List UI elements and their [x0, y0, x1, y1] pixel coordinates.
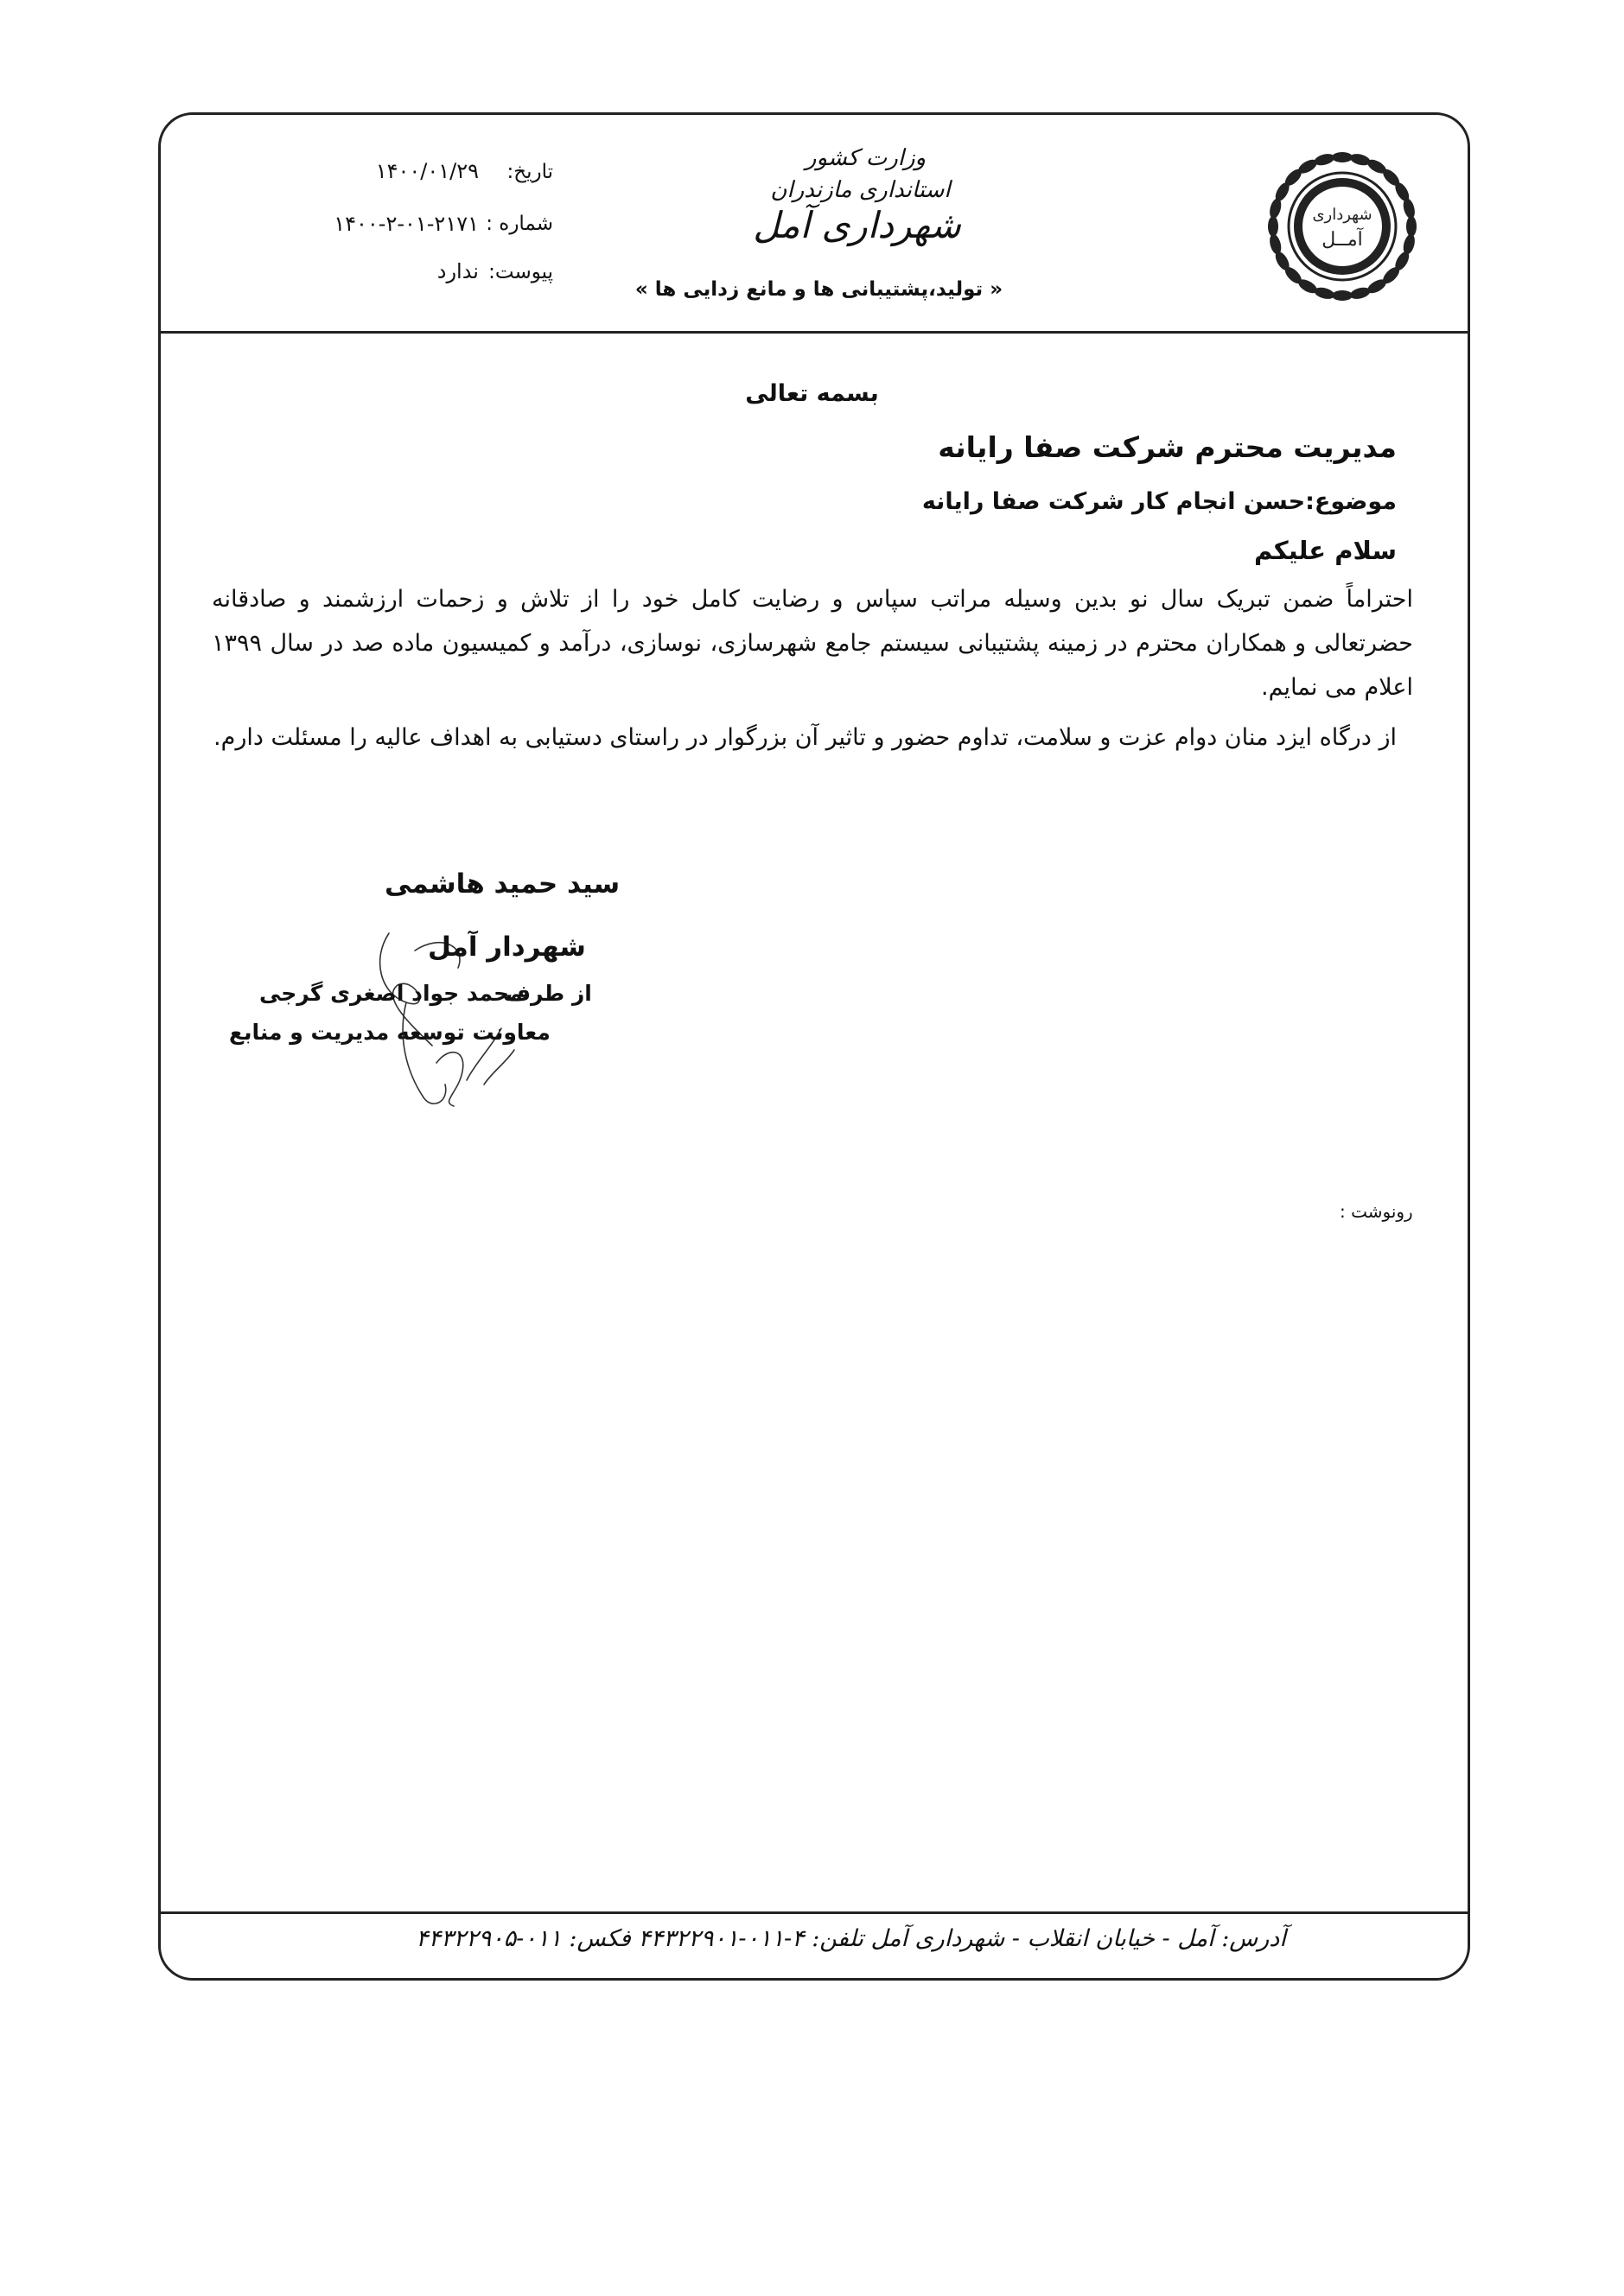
date-value: ۱۴۰۰/۰۱/۲۹	[375, 159, 479, 183]
date-label: تاریخ:	[506, 161, 553, 183]
greeting: سلام علیکم	[1254, 536, 1397, 565]
attachment-value: ندارد	[436, 259, 479, 283]
municipality-name: شهرداری آمل	[753, 204, 961, 246]
signer-name: سید حمید هاشمی	[385, 868, 621, 900]
governorate-name: استانداری مازندران	[770, 177, 951, 203]
cc-label: رونوشت :	[1340, 1201, 1413, 1222]
footer-address: آدرس: آمل - خیابان انقلاب - شهرداری آمل تلفن: ۴-۰۱۱-۴۴۳۲۲۹۰۱ فکس: ۰۱۱-۴۴۳۲۲۹۰۵	[416, 1925, 1286, 1952]
number-label: شماره :	[486, 213, 553, 235]
on-behalf-label: از طرف	[506, 981, 592, 1006]
closing-paragraph: از درگاه ایزد منان دوام عزت و سلامت، تداوم حضور و تاثیر آن بزرگوار در راستای دستیابی به اهداف عالیه را مسئلت دارم.	[213, 724, 1397, 751]
letter-body	[212, 577, 1413, 709]
on-behalf-name: محمد جواد اصغری گرجی	[259, 981, 523, 1006]
bismillah-heading: بسمه تعالی	[745, 380, 879, 407]
signer-title: شهردار آمل	[428, 932, 586, 963]
signer-department: معاونت توسعه مدیریت و منابع	[229, 1020, 551, 1045]
ministry-name: وزارت کشور	[805, 145, 927, 171]
footer-divider	[158, 1911, 1470, 1914]
body-paragraph: احتراماً ضمن تبریک سال نو بدین وسیله مراتب سپاس و رضایت کامل خود را از تلاش و زحمات ارزشمند و صادقانه حضرتعالی و همکاران محترم در زمینه پشتیبانی سیستم جامع شهرسازی، نوسازی، درآمد و کمیسیون ماده صد در سال ۱۳۹۹ اعلام می نمایم.	[212, 586, 1413, 701]
seal-text-bottom: آمــل	[1321, 229, 1363, 251]
header-divider	[158, 331, 1470, 334]
seal-text-top: شهرداری	[1312, 206, 1372, 224]
subject: موضوع:حسن انجام کار شرکت صفا رایانه	[921, 488, 1397, 515]
attachment-label: پیوست:	[488, 261, 553, 283]
slogan: « تولید،پشتیبانی ها و مانع زدایی ها »	[634, 278, 1003, 301]
recipient: مدیریت محترم شرکت صفا رایانه	[938, 430, 1397, 464]
number-value: ۱۴۰۰-۲-۰۱-۲۱۷۱	[334, 212, 479, 236]
